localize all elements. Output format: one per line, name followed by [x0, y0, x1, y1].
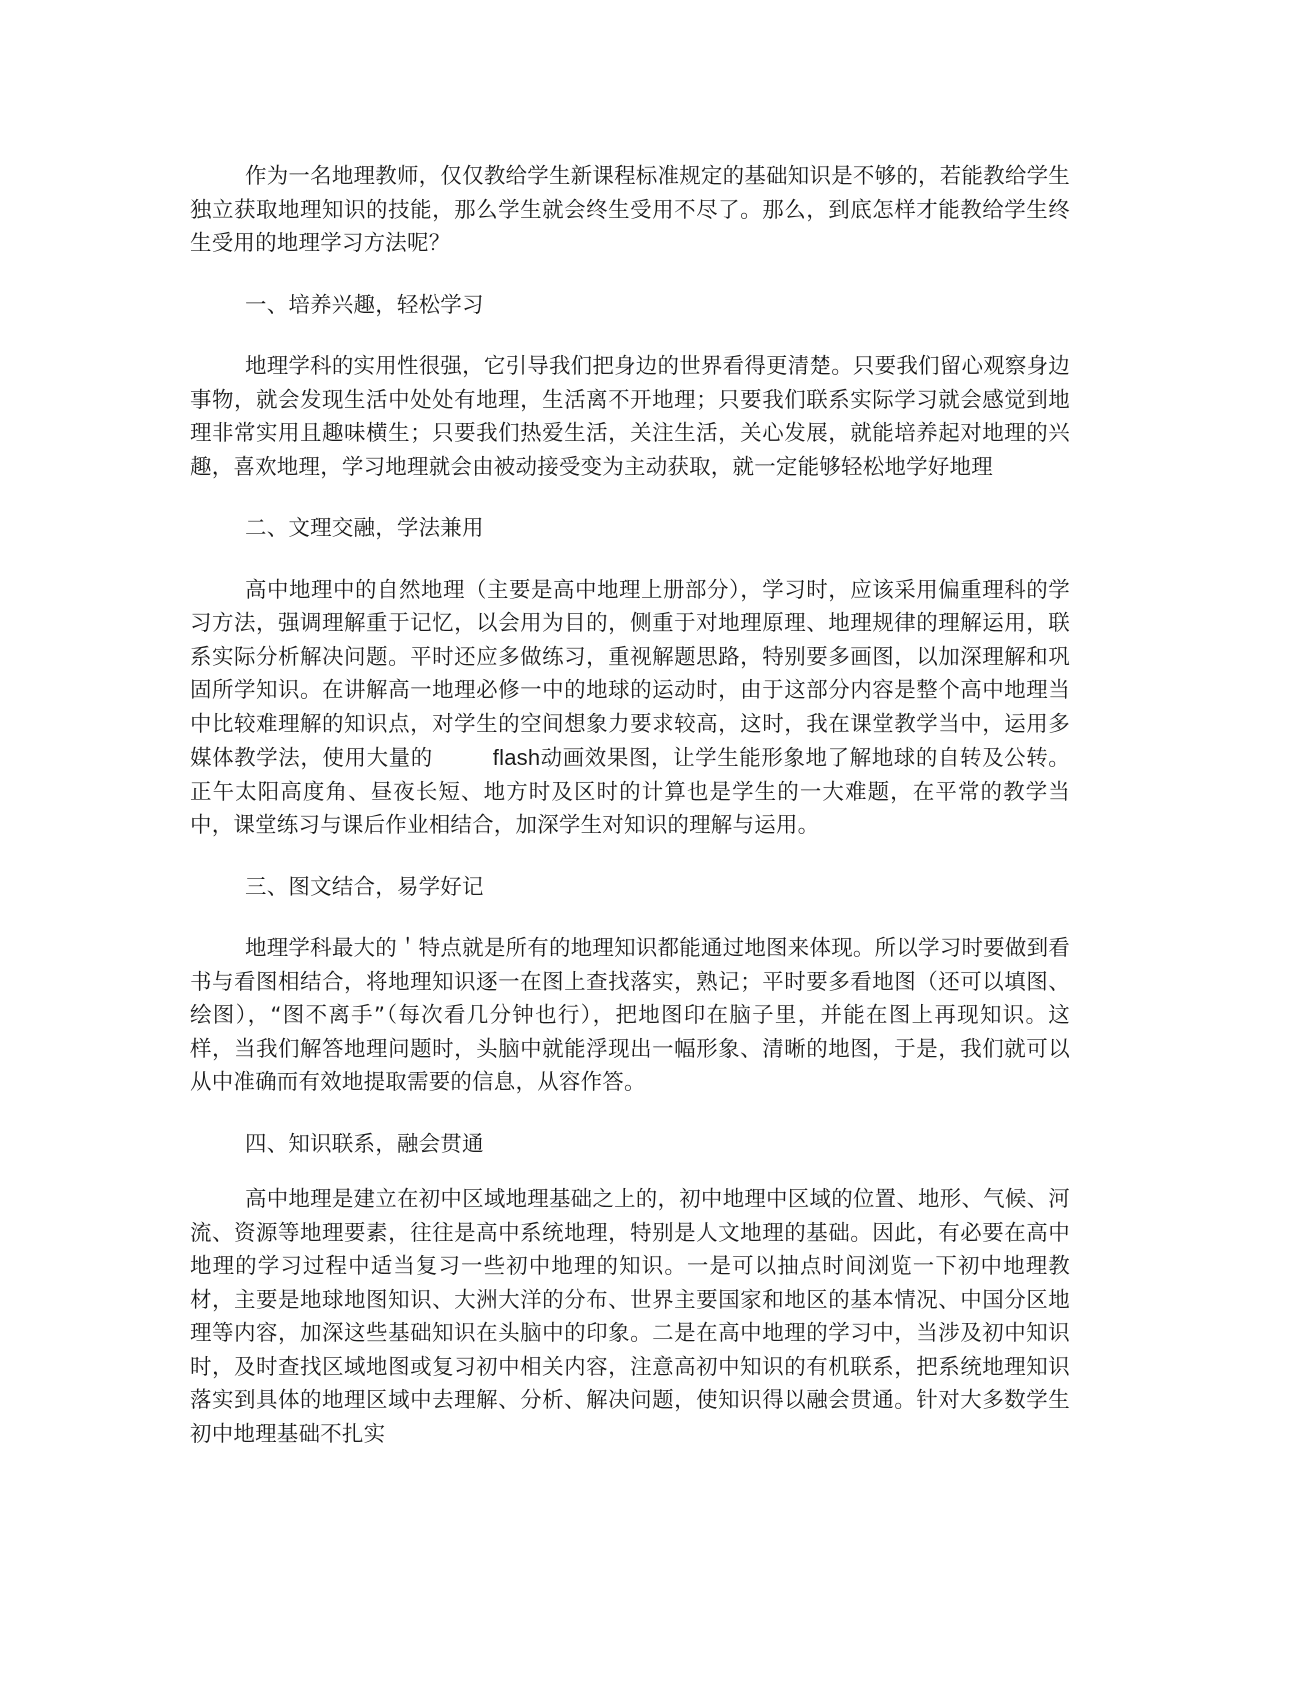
section-heading-2: 二、文理交融，学法兼用	[245, 516, 484, 541]
section-body-3: 地理学科最大的＇特点就是所有的地理知识都能通过地图来体现。所以学习时要做到看书与看图相结合，将地理知识逐一在图上查找落实，熟记；平时要多看地图（还可以填图、绘图），“图不离手”（每次看几分钟也行），把地图印在脑子里，并能在图上再现知识。这样，当我们解答地理问题时，头脑中就能浮现出一幅形象、清晰的地图，于是，我们就可以从中准确而有效地提取需要的信息，从容作答。	[190, 936, 1070, 1095]
document-body	[190, 160, 1070, 1451]
section-body-1: 地理学科的实用性很强，它引导我们把身边的世界看得更清楚。只要我们留心观察身边事物，就会发现生活中处处有地理，生活离不开地理；只要我们联系实际学习就会感觉到地理非常实用且趣味横生；只要我们热爱生活，关注生活，关心发展，就能培养起对地理的兴趣，喜欢地理，学习地理就会由被动接受变为主动获取，就一定能够轻松地学好地理	[190, 354, 1070, 480]
section-body-2	[190, 574, 1070, 843]
section-heading-3: 三、图文结合，易学好记	[245, 874, 484, 900]
section-body-2-part-2: 动画效果图，让学生能形象地了解地球的自转及公转。正午太阳高度角、昼夜长短、地方时及区时的计算也是学生的一大难题，在平常的教学当中，课堂练习与课后作业相结合，加深学生对知识的理解与运用。	[190, 746, 1070, 838]
section-body-2-part-1: 高中地理中的自然地理（主要是高中地理上册部分），学习时，应该采用偏重理科的学习方法，强调理解重于记忆，以会用为目的，侧重于对地理原理、地理规律的理解运用，联系实际分析解决问题。平时还应多做练习，重视解题思路，特别要多画图，以加深理解和巩固所学知识。在讲解高一地理必修一中的地球的运动时，由于这部分内容是整个高中地理当中比较难理解的知识点，对学生的空间想象力要求较高，这时，我在课堂教学当中，运用多媒体教学法，使用大量的	[190, 577, 1070, 771]
flash-word: flash	[492, 745, 541, 770]
intro-paragraph: 作为一名地理教师，仅仅教给学生新课程标准规定的基础知识是不够的，若能教给学生独立获取地理知识的技能，那么学生就会终生受用不尽了。那么，到底怎样才能教给学生终生受用的地理学习方法呢？	[190, 164, 1070, 256]
section-heading-1: 一、培养兴趣，轻松学习	[245, 292, 484, 318]
section-heading-4: 四、知识联系，融会贯通	[245, 1131, 484, 1157]
section-body-4: 高中地理是建立在初中区域地理基础之上的，初中地理中区域的位置、地形、气候、河流、资源等地理要素，往往是高中系统地理，特别是人文地理的基础。因此，有必要在高中地理的学习过程中适当复习一些初中地理的知识。一是可以抽点时间浏览一下初中地理教材，主要是地球地图知识、大洲大洋的分布、世界主要国家和地区的基本情况、中国分区地理等内容，加深这些基础知识在头脑中的印象。二是在高中地理的学习中，当涉及初中知识时，及时查找区域地图或复习初中相关内容，注意高初中知识的有机联系，把系统地理知识落实到具体的地理区域中去理解、分析、解决问题，使知识得以融会贯通。针对大多数学生初中地理基础不扎实	[190, 1187, 1070, 1447]
